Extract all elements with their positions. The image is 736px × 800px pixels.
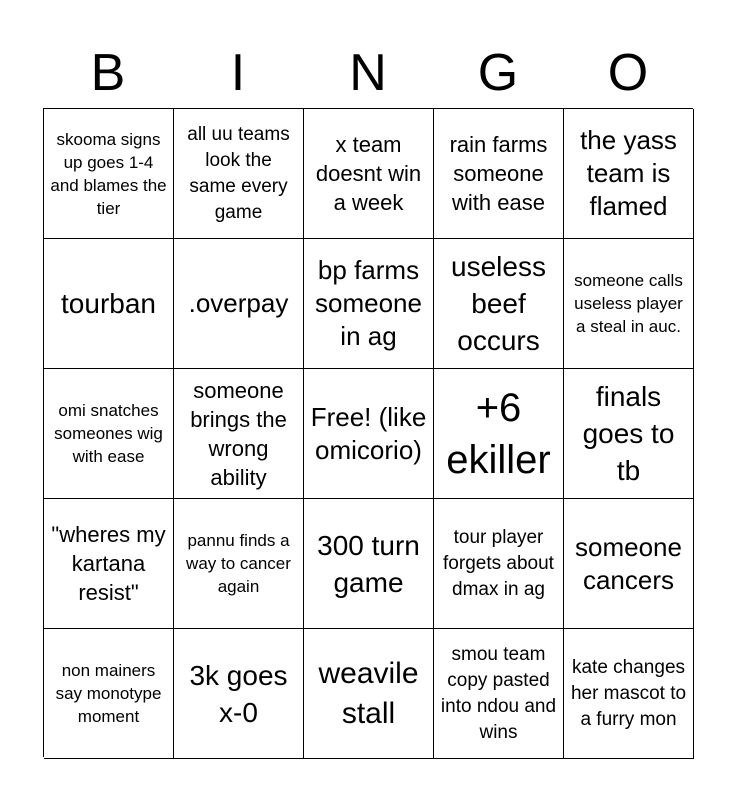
bingo-cell-r5-c4[interactable] — [434, 629, 564, 759]
bingo-cell-text: +6 ekiller — [446, 385, 551, 482]
bingo-cell-r1-c2[interactable] — [174, 109, 304, 239]
bingo-cell-r2-c3[interactable] — [304, 239, 434, 369]
bingo-cell-r2-c4[interactable] — [434, 239, 564, 369]
bingo-cell-text: tour player forgets about dmax in ag — [443, 526, 554, 600]
bingo-cell-r5-c5[interactable] — [564, 629, 694, 759]
header-letter-n: N — [349, 44, 387, 102]
bingo-cell-r1-c3[interactable] — [304, 109, 434, 239]
bingo-cell-r4-c1[interactable] — [44, 499, 174, 629]
bingo-cell-text: rain farms someone with ease — [449, 132, 548, 215]
bingo-cell-r3-c2[interactable] — [174, 369, 304, 499]
bingo-board — [43, 108, 693, 757]
bingo-cell-r3-c4[interactable] — [434, 369, 564, 499]
bingo-cell-r2-c2[interactable] — [174, 239, 304, 369]
header-letter-o: O — [607, 44, 649, 102]
bingo-header — [43, 38, 693, 108]
bingo-cell-r5-c2[interactable] — [174, 629, 304, 759]
bingo-cell-text: non mainers say monotype moment — [55, 661, 162, 726]
bingo-cell-text: "wheres my kartana resist" — [51, 522, 166, 605]
bingo-cell-r1-c1[interactable] — [44, 109, 174, 239]
bingo-cell-text: skooma signs up goes 1-4 and blames the tier — [50, 129, 167, 218]
bingo-cell-r1-c5[interactable] — [564, 109, 694, 239]
bingo-cell-r3-c3[interactable] — [304, 369, 434, 499]
bingo-cell-text: kate changes her mascot to a furry mon — [570, 656, 687, 730]
header-letter-i: I — [230, 44, 246, 102]
bingo-cell-r5-c1[interactable] — [44, 629, 174, 759]
bingo-cell-text: the yass team is flamed — [580, 125, 677, 221]
bingo-cell-text: x team doesnt win a week — [315, 132, 422, 215]
bingo-cell-text: 3k goes x-0 — [189, 659, 288, 728]
bingo-cell-text: finals goes to tb — [582, 381, 675, 486]
bingo-cell-text: someone calls useless player a steal in auc. — [574, 271, 683, 336]
bingo-cell-text: tourban — [61, 288, 156, 319]
bingo-cell-r4-c3[interactable] — [304, 499, 434, 629]
bingo-cell-r4-c4[interactable] — [434, 499, 564, 629]
bingo-cell-text: omi snatches someones wig with ease — [54, 401, 163, 466]
header-letter-b: B — [90, 44, 126, 102]
header-letter-g: G — [477, 44, 519, 102]
bingo-cell-text: smou team copy pasted into ndou and wins — [440, 643, 557, 743]
bingo-cell-text: 300 turn game — [317, 529, 420, 598]
bingo-cell-text: pannu finds a way to cancer again — [186, 531, 291, 596]
bingo-cell-r3-c1[interactable] — [44, 369, 174, 499]
bingo-cell-text: someone cancers — [575, 531, 682, 595]
bingo-cell-text: bp farms someone in ag — [315, 255, 422, 351]
bingo-cell-r2-c5[interactable] — [564, 239, 694, 369]
bingo-cell-r5-c3[interactable] — [304, 629, 434, 759]
bingo-cell-text: someone brings the wrong ability — [190, 377, 287, 490]
bingo-cell-text: all uu teams look the same every game — [187, 123, 290, 223]
bingo-cell-r4-c2[interactable] — [174, 499, 304, 629]
bingo-cell-text: .overpay — [188, 288, 289, 318]
bingo-cell-r1-c4[interactable] — [434, 109, 564, 239]
bingo-cell-r3-c5[interactable] — [564, 369, 694, 499]
bingo-cell-r4-c5[interactable] — [564, 499, 694, 629]
bingo-cell-text: weavile stall — [318, 656, 419, 730]
bingo-cell-r2-c1[interactable] — [44, 239, 174, 369]
bingo-cell-text: Free! (like omicorio) — [310, 401, 427, 465]
bingo-cell-text: useless beef occurs — [451, 251, 546, 356]
